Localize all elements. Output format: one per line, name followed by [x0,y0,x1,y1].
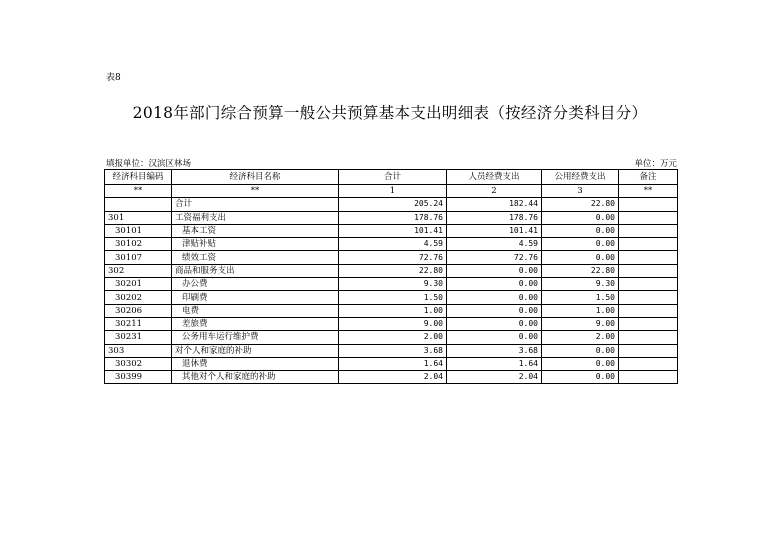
row-code: 30107 [105,251,172,264]
row-public: 0.00 [542,211,619,224]
row-name: 商品和服务支出 [172,264,339,277]
table-row [105,224,678,237]
row-personnel: 0.00 [447,317,542,330]
row-code: 30399 [105,371,172,384]
header-note: 备注 [619,170,678,185]
row-name: 差旅费 [172,317,339,330]
row-public: 9.30 [542,278,619,291]
row-code: 30101 [105,224,172,237]
table-row [105,211,678,224]
row-personnel: 0.00 [447,304,542,317]
row-public: 0.00 [542,238,619,251]
row-total: 4.59 [339,238,447,251]
row-name: 电费 [172,304,339,317]
index-row [105,185,678,198]
row-name: 印刷费 [172,291,339,304]
row-note [619,264,678,277]
row-code: 30102 [105,238,172,251]
row-public: 0.00 [542,251,619,264]
document-title: 2018年部门综合预算一般公共预算基本支出明细表（按经济分类科目分） [132,104,648,122]
row-name: 合计 [172,198,339,211]
row-personnel: 72.76 [447,251,542,264]
index-cell: ** [105,185,172,198]
table-row [105,264,678,277]
index-cell: ** [172,185,339,198]
money-unit: 单位：万元 [634,159,677,169]
header-row [105,170,678,185]
row-total: 1.00 [339,304,447,317]
row-code: 30231 [105,331,172,344]
index-cell: ** [619,185,678,198]
row-personnel: 2.04 [447,371,542,384]
row-total: 9.30 [339,278,447,291]
index-cell: 1 [339,185,447,198]
row-note [619,238,678,251]
table-row [105,371,678,384]
table-row [105,331,678,344]
table-row [105,291,678,304]
table-row [105,278,678,291]
row-personnel: 3.68 [447,344,542,357]
header-public: 公用经费支出 [542,170,619,185]
row-total: 1.64 [339,357,447,370]
row-total: 9.00 [339,317,447,330]
row-name: 办公费 [172,278,339,291]
index-cell: 3 [542,185,619,198]
row-note [619,304,678,317]
table-row [105,317,678,330]
header-total: 合计 [339,170,447,185]
table-row [105,357,678,370]
row-note [619,357,678,370]
row-personnel: 1.64 [447,357,542,370]
row-public: 0.00 [542,357,619,370]
row-public: 0.00 [542,344,619,357]
header-personnel: 人员经费支出 [447,170,542,185]
table-row [105,238,678,251]
index-cell: 2 [447,185,542,198]
row-personnel: 0.00 [447,331,542,344]
budget-table [104,169,678,384]
row-personnel: 0.00 [447,264,542,277]
row-note [619,211,678,224]
row-personnel: 101.41 [447,224,542,237]
row-public: 9.00 [542,317,619,330]
table-row [105,344,678,357]
row-note [619,198,678,211]
row-public: 22.80 [542,264,619,277]
row-name: 其他对个人和家庭的补助 [172,371,339,384]
row-name: 津贴补贴 [172,238,339,251]
row-note [619,331,678,344]
row-total: 205.24 [339,198,447,211]
row-personnel: 0.00 [447,291,542,304]
row-personnel: 4.59 [447,238,542,251]
row-public: 1.50 [542,291,619,304]
row-code: 303 [105,344,172,357]
row-public: 2.00 [542,331,619,344]
row-note [619,317,678,330]
row-public: 0.00 [542,371,619,384]
row-public: 22.80 [542,198,619,211]
filler-unit: 填报单位：汉滨区林场 [106,159,192,169]
row-note [619,371,678,384]
row-name: 退休费 [172,357,339,370]
row-note [619,224,678,237]
row-total: 1.50 [339,291,447,304]
row-name: 工资福利支出 [172,211,339,224]
row-code: 30206 [105,304,172,317]
row-total: 2.04 [339,371,447,384]
row-total: 101.41 [339,224,447,237]
table-row [105,251,678,264]
row-name: 对个人和家庭的补助 [172,344,339,357]
table-row [105,304,678,317]
row-personnel: 178.76 [447,211,542,224]
row-note [619,251,678,264]
row-total: 3.68 [339,344,447,357]
row-note [619,344,678,357]
table-row [105,198,678,211]
row-name: 绩效工资 [172,251,339,264]
row-name: 基本工资 [172,224,339,237]
row-code: 30202 [105,291,172,304]
row-code: 30302 [105,357,172,370]
row-total: 72.76 [339,251,447,264]
row-note [619,278,678,291]
row-total: 178.76 [339,211,447,224]
row-total: 22.80 [339,264,447,277]
row-personnel: 0.00 [447,278,542,291]
row-code: 301 [105,211,172,224]
page-label: 表8 [106,73,121,83]
row-code: 30211 [105,317,172,330]
row-total: 2.00 [339,331,447,344]
row-public: 0.00 [542,224,619,237]
header-name: 经济科目名称 [172,170,339,185]
row-personnel: 182.44 [447,198,542,211]
row-name: 公务用车运行维护费 [172,331,339,344]
row-note [619,291,678,304]
row-code: 302 [105,264,172,277]
row-public: 1.00 [542,304,619,317]
row-code [105,198,172,211]
header-code: 经济科目编码 [105,170,172,185]
row-code: 30201 [105,278,172,291]
